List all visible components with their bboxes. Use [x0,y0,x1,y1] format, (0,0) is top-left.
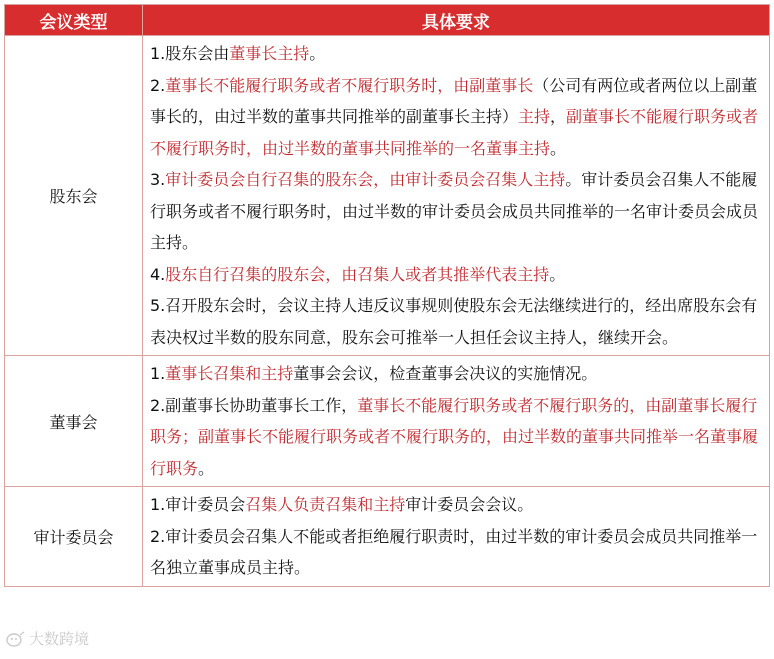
text-segment: 4. [150,264,166,284]
watermark [6,628,89,649]
meeting-type-cell: 股东会 [5,36,143,356]
meeting-type-cell: 董事会 [5,356,143,487]
header-meeting-type: 会议类型 [5,5,143,36]
text-segment: 2.副董事长协助董事长工作， [150,395,358,415]
requirement-item [150,259,763,291]
header-row [5,5,770,36]
requirement-item [150,164,763,259]
highlighted-text: 审计委员会自行召集的股东会，由审计委员会召集人主持 [165,170,566,189]
table-row-board [5,356,770,487]
highlighted-text: 董事长不能履行职务或者不履行职务的，由副董事长履行职务；副董事长不能履行职务或者不履行职务的，由过半数的董事共同推举一名董事履行职务 [150,395,759,478]
requirement-item [150,358,763,390]
meeting-type-cell: 审计委员会 [5,487,143,587]
text-segment: 。审计委员会召集人不能履行职务或者不履行职务时，由过半数的审计委员会成员共同推举的一名审计委员会成员主持。 [150,170,759,252]
highlighted-text: 董事长主持 [229,44,310,63]
text-segment: 2. [150,75,166,95]
text-segment: 。 [198,458,215,478]
requirements-cell [143,36,770,356]
text-segment: 3. [150,170,166,189]
text-segment: 董事会会议，检查董事会决议的实施情况。 [293,364,598,383]
text-segment: 。 [309,44,326,63]
text-segment: ， [550,107,567,126]
text-segment: 2.审计委员会召集人不能或者拒绝履行职责时，由过半数的审计委员会成员共同推举一名独立董事成员主持。 [150,526,758,577]
table-row-shareholders [5,36,770,356]
requirement-item [150,290,763,353]
highlighted-text: 董事长不能履行职务或者不履行职务时，由副董事长 [165,75,534,95]
requirement-item [150,489,763,521]
text-segment: （公司有两位或者两位以上副董事长的，由过半数的董事共同推举的副董事长主持） [150,75,758,126]
text-segment: 1. [150,364,166,383]
text-segment: 1.股东会由 [150,44,230,63]
requirement-item [150,38,763,70]
highlighted-text: 董事长召集和主持 [165,364,294,383]
text-segment: 1.审计委员会 [150,495,246,514]
watermark-text: 大数跨境 [29,630,90,648]
requirement-item [150,521,763,584]
meeting-rules-table [4,4,770,587]
highlighted-text: 召集人负责召集和主持 [245,495,406,514]
requirement-item [150,390,763,485]
text-segment: 。 [550,138,567,158]
text-segment: 审计委员会会议。 [405,495,534,514]
header-requirements: 具体要求 [143,5,770,36]
table-row-audit-committee [5,487,770,587]
mascot-logo-icon [6,631,26,647]
highlighted-text: 副董事长不能履行职务或者不履行职务时，由过半数的董事共同推举的一名董事主持 [150,107,759,158]
highlighted-text: 主持 [518,107,551,126]
requirements-cell [143,356,770,487]
requirement-item [150,70,763,165]
highlighted-text: 股东自行召集的股东会，由召集人或者其推举代表主持 [165,264,550,284]
text-segment: 5.召开股东会时，会议主持人违反议事规则使股东会无法继续进行的，经出席股东会有表决权过半数的股东同意，股东会可推举一人担任会议主持人，继续开会。 [150,296,758,347]
text-segment: 。 [549,264,566,284]
requirements-cell [143,487,770,587]
